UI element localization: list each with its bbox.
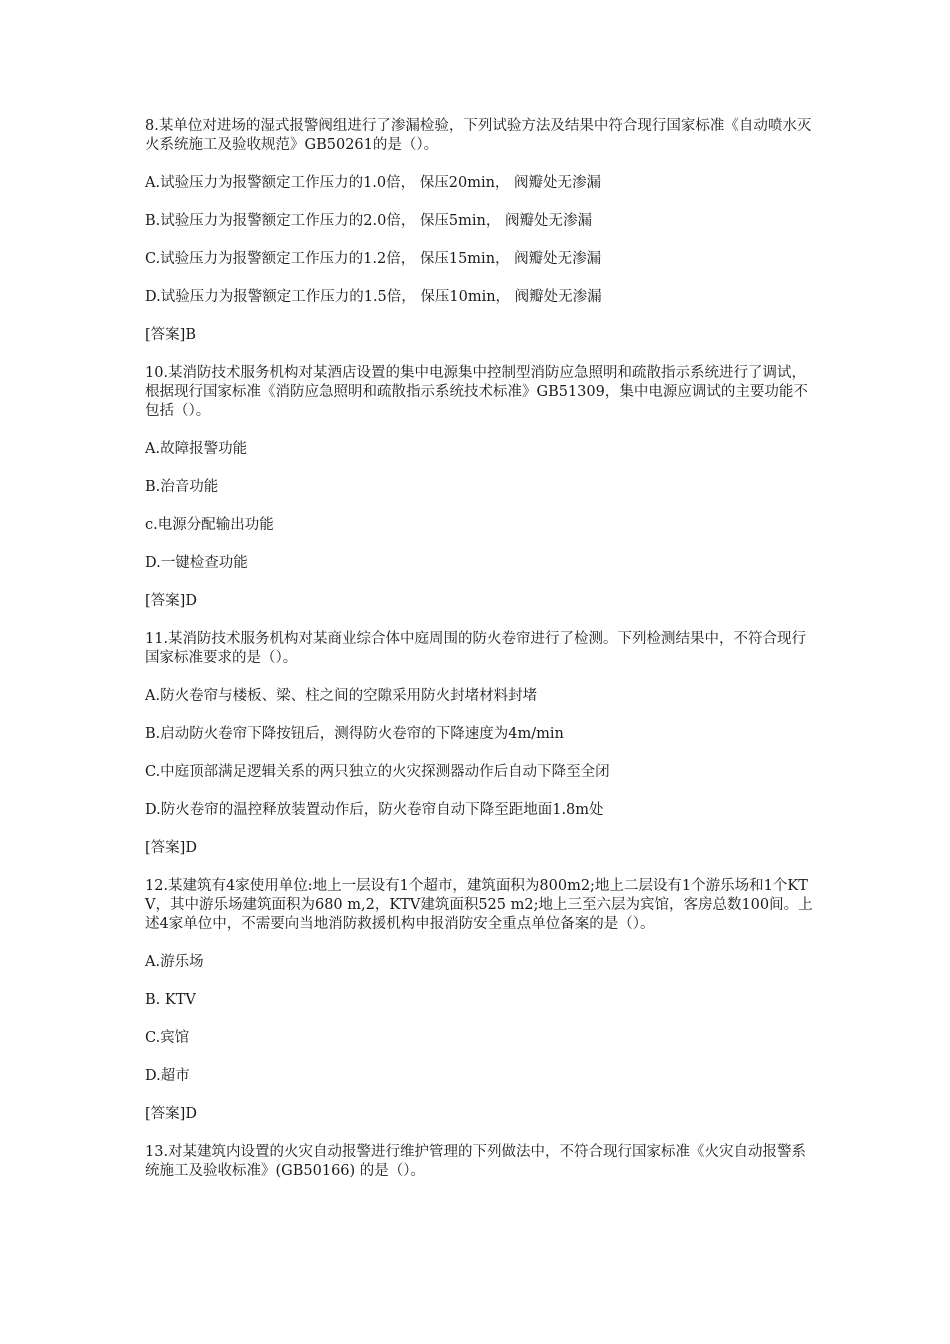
option-a: A.防火卷帘与楼板、梁、柱之间的空隙采用防火封堵材料封堵 xyxy=(145,688,538,704)
option-b: B.试验压力为报警额定工作压力的2.0倍， 保压5min， 阀瓣处无渗漏 xyxy=(145,213,592,229)
question-text: 8.某单位对进场的湿式报警阀组进行了渗漏检验，下列试验方法及结果中符合现行国家标准《自动喷水灭火系统施工及验收规范》GB50261的是（）。 xyxy=(145,118,812,153)
answer: [答案]D xyxy=(145,593,197,609)
question-10 xyxy=(145,364,815,611)
option-a: A.试验压力为报警额定工作压力的1.0倍， 保压20min， 阀瓣处无渗漏 xyxy=(145,175,602,191)
question-text: 13.对某建筑内设置的火灾自动报警进行维护管理的下列做法中，不符合现行国家标准《火灾自动报警系统施工及验收标准》(GB50166) 的是（）。 xyxy=(145,1144,807,1179)
option-d: D.一键检查功能 xyxy=(145,555,248,571)
option-a: A.故障报警功能 xyxy=(145,441,248,457)
option-a: A.游乐场 xyxy=(145,954,204,970)
option-b: B.治音功能 xyxy=(145,479,219,495)
option-c: C.宾馆 xyxy=(145,1030,190,1046)
option-c: c.电源分配输出功能 xyxy=(145,517,274,533)
answer: [答案]B xyxy=(145,327,196,343)
option-b: B.启动防火卷帘下降按钮后，测得防火卷帘的下降速度为4m/min xyxy=(145,726,564,742)
option-b: B. KTV xyxy=(145,992,196,1008)
option-c: C.中庭顶部满足逻辑关系的两只独立的火灾探测器动作后自动下降至全闭 xyxy=(145,764,610,780)
question-text: 12.某建筑有4家使用单位:地上一层设有1个超市，建筑面积为800m2;地上二层设有1个游乐场和1个KTV，其中游乐场建筑面积为680 m,2，KTV建筑面积525 m2;地上三至六层为宾馆，客房总数100间。上述4家单位中，不需要向当地消防救援机构申报消防安全重点单位备案的是（）。 xyxy=(145,878,813,932)
document-page xyxy=(145,117,815,1200)
question-12 xyxy=(145,877,815,1124)
question-13 xyxy=(145,1143,815,1181)
question-8 xyxy=(145,117,815,345)
option-d: D.试验压力为报警额定工作压力的1.5倍， 保压10min， 阀瓣处无渗漏 xyxy=(145,289,602,305)
option-d: D.超市 xyxy=(145,1068,190,1084)
option-d: D.防火卷帘的温控释放装置动作后，防火卷帘自动下降至距地面1.8m处 xyxy=(145,802,604,818)
answer: [答案]D xyxy=(145,840,197,856)
question-text: 11.某消防技术服务机构对某商业综合体中庭周围的防火卷帘进行了检测。下列检测结果中，不符合现行国家标准要求的是（）。 xyxy=(145,631,807,666)
option-c: C.试验压力为报警额定工作压力的1.2倍， 保压15min， 阀瓣处无渗漏 xyxy=(145,251,602,267)
question-text: 10.某消防技术服务机构对某酒店设置的集中电源集中控制型消防应急照明和疏散指示系统进行了调试，根据现行国家标准《消防应急照明和疏散指示系统技术标准》GB51309，集中电源应调试的主要功能不包括（）。 xyxy=(145,365,808,419)
question-11 xyxy=(145,630,815,858)
answer: [答案]D xyxy=(145,1106,197,1122)
